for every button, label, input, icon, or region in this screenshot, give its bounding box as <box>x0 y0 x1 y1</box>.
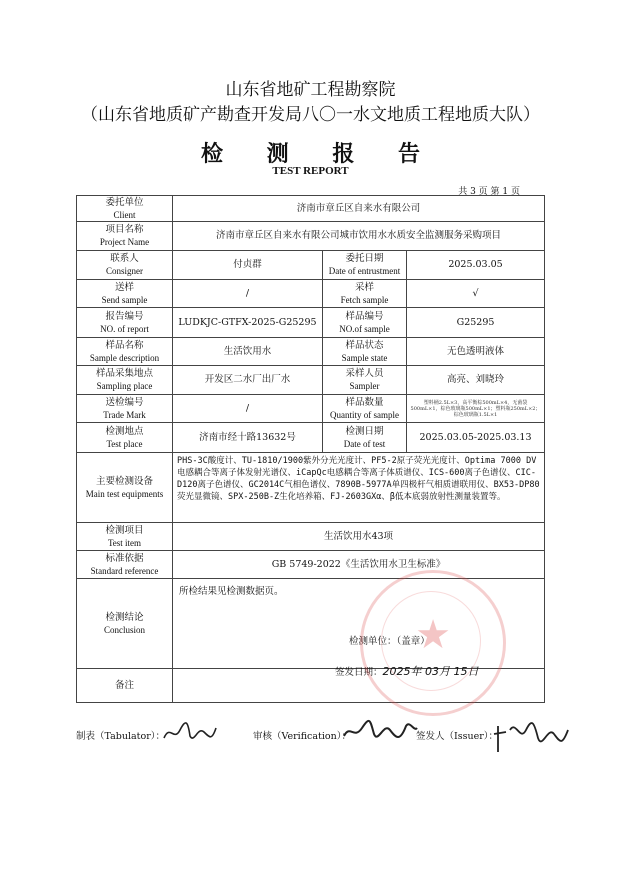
fetch-sample-value: √ <box>407 280 545 308</box>
sample-state-value: 无色透明液体 <box>407 338 545 366</box>
remarks-label: 备注 <box>77 669 173 703</box>
sample-state-label: 样品状态 Sample state <box>323 338 407 366</box>
test-date-label: 检测日期 Date of test <box>323 423 407 453</box>
test-date-value: 2025.03.05-2025.03.13 <box>407 423 545 453</box>
trade-mark-value: / <box>173 395 323 423</box>
report-title: 检 测 报 告 <box>201 141 438 167</box>
standard-label: 标准依据 Standard reference <box>77 551 173 579</box>
trade-mark-label: 送检编号 Trade Mark <box>77 395 173 423</box>
test-place-value: 济南市经十路13632号 <box>173 423 323 453</box>
sample-no-label: 样品编号 NO.of sample <box>323 308 407 338</box>
issuer-label: 签发人（Issuer）： <box>416 731 499 742</box>
entrust-date-label: 委托日期 Date of entrustment <box>323 251 407 280</box>
sample-desc-label: 样品名称 Sample description <box>77 338 173 366</box>
project-value: 济南市章丘区自来水有限公司城市饮用水水质安全监测服务采购项目 <box>173 222 545 251</box>
page-info: 共 3 页 第 1 页 <box>458 187 520 197</box>
test-item-label: 检测项目 Test item <box>77 523 173 551</box>
quantity-label: 样品数量 Quantity of sample <box>323 395 407 423</box>
test-item-value: 生活饮用水43项 <box>173 523 545 551</box>
sampling-place-label: 样品采集地点 Sampling place <box>77 366 173 395</box>
standard-value: GB 5749-2022《生活饮用水卫生标准》 <box>173 551 545 579</box>
report-no-value: LUDKJC-GTFX-2025-G25295 <box>173 308 323 338</box>
consigner-label: 联系人 Consigner <box>77 251 173 280</box>
official-seal <box>360 570 506 716</box>
sampler-label: 采样人员 Sampler <box>323 366 407 395</box>
tabulator-label: 制表（Tabulator）： <box>76 731 165 742</box>
project-label: 项目名称 Project Name <box>77 222 173 251</box>
send-sample-value: / <box>173 280 323 308</box>
star-icon: ★ <box>415 612 451 658</box>
send-sample-label: 送样 Send sample <box>77 280 173 308</box>
sampling-place-value: 开发区二水厂出厂水 <box>173 366 323 395</box>
client-value: 济南市章丘区自来水有限公司 <box>173 196 545 222</box>
verification-signature <box>340 714 420 748</box>
report-no-label: 报告编号 NO. of report <box>77 308 173 338</box>
sampler-value: 高亮、刘晓玲 <box>407 366 545 395</box>
conclusion-date-value: 2025年 03月 15日 <box>382 665 479 678</box>
conclusion-unit: 检测单位：（盖章） <box>349 636 430 647</box>
report-subtitle: TEST REPORT <box>272 165 349 177</box>
institute-alt-name: （山东省地质矿产勘查开发局八〇一水文地质工程地质大队） <box>81 105 540 125</box>
equipment-label: 主要检测设备 Main test equipments <box>77 453 173 523</box>
verification-label: 审核（Verification）： <box>253 731 351 742</box>
quantity-value: 塑料桶2.5L×3，高平衡棕500mL×4，无菌袋500mL×1，棕色玻璃瓶500mL×1；塑料瓶250mL×2；棕色玻璃瓶1.5L×1 <box>407 395 545 423</box>
institute-name: 山东省地矿工程勘察院 <box>225 80 396 100</box>
fetch-sample-label: 采样 Fetch sample <box>323 280 407 308</box>
conclusion-text: 所检结果见检测数据页。 <box>179 586 284 597</box>
test-place-label: 检测地点 Test place <box>77 423 173 453</box>
sample-desc-value: 生活饮用水 <box>173 338 323 366</box>
consigner-value: 付贞群 <box>173 251 323 280</box>
tabulator-signature <box>160 718 220 746</box>
issuer-signature <box>492 716 572 756</box>
sample-no-value: G25295 <box>407 308 545 338</box>
conclusion-date-label: 签发日期： <box>335 667 383 678</box>
client-label: 委托单位 Client <box>77 196 173 222</box>
conclusion-label: 检测结论 Conclusion <box>77 579 173 669</box>
entrust-date-value: 2025.03.05 <box>407 251 545 280</box>
equipment-value: PHS-3C酸度计、TU-1810/1900紫外分光光度计、PF5-2原子荧光光度计、Optima 7000 DV电感耦合等离子体发射光谱仪、iCapQc电感耦合等离子体质谱仪、ICS-600离子色谱仪、CIC-D120离子色谱仪、GC2014C气相色谱仪、7890B-5977A单四极杆气相质谱联用仪、BX53-DP80荧光显微镜、SPX-250B-Z生化培养箱、FJ-2603GXα、β低本底弱放射性测量装置等。 <box>173 453 545 523</box>
